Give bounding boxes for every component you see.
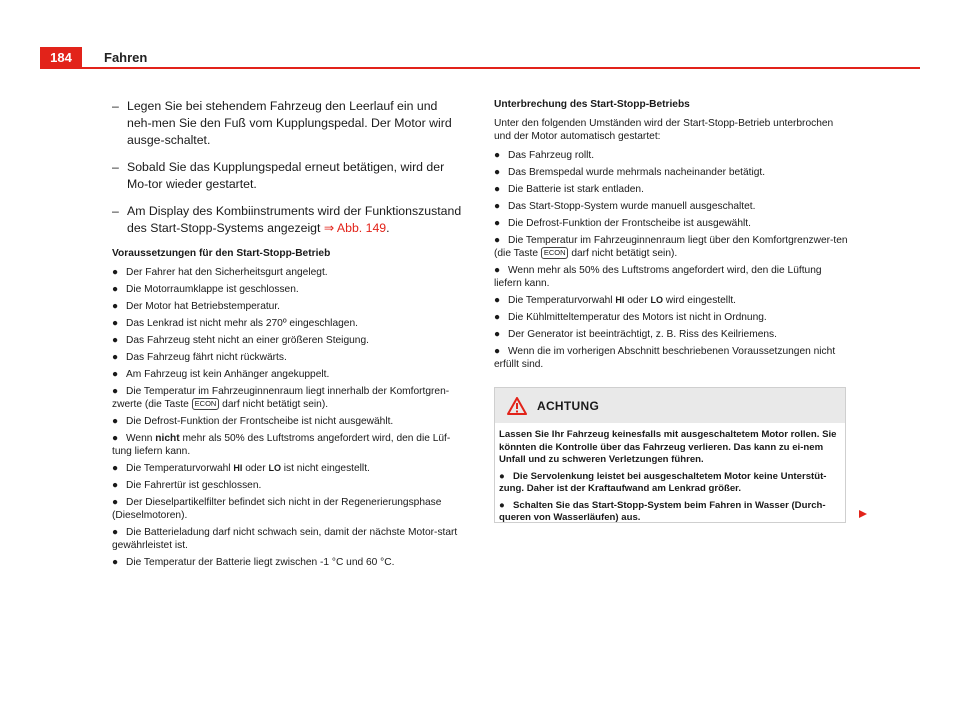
bullet-icon: ●: [112, 480, 119, 491]
dash-marker: –: [112, 160, 119, 174]
bullet-icon: ●: [499, 470, 505, 482]
page-number: 184: [40, 47, 82, 67]
item-text: Die Servolenkung leistet bei ausgeschaltetem Motor keine Unterstüt-zung. Daher ist der Kraftaufwand am Lenkrad größer.: [499, 470, 827, 494]
list-item: [112, 317, 464, 330]
list-item: [112, 334, 464, 347]
bullet-icon: ●: [112, 352, 119, 363]
list-item-hilo: [112, 462, 464, 475]
item-text: Das Lenkrad ist nicht mehr als 270º eingeschlagen.: [126, 318, 358, 329]
list-item-temperature: [112, 385, 464, 411]
item-text: darf nicht betätigt sein).: [219, 399, 329, 410]
step-text: Am Display des Kombiinstruments wird der Funktionszustand des Start-Stopp-Systems angezeigt: [127, 204, 462, 235]
item-text: Die Temperaturvorwahl: [508, 295, 616, 306]
list-item-temperature: [494, 234, 850, 260]
item-text: Am Fahrzeug ist kein Anhänger angekuppelt.: [126, 369, 330, 380]
warning-title: ACHTUNG: [537, 398, 600, 413]
item-text: Die Motorraumklappe ist geschlossen.: [126, 284, 299, 295]
item-text: Die Temperaturvorwahl: [126, 463, 234, 474]
list-item: [112, 300, 464, 313]
bullet-icon: ●: [494, 295, 501, 306]
bullet-icon: ●: [112, 318, 119, 329]
hi-label: HI: [615, 295, 625, 305]
bullet-icon: ●: [112, 284, 119, 295]
item-text: Die Kühlmitteltemperatur des Motors ist nicht in Ordnung.: [508, 312, 767, 323]
dash-marker: –: [112, 99, 119, 113]
bullet-icon: ●: [494, 184, 501, 195]
list-item: [494, 217, 850, 230]
list-item: [494, 345, 850, 371]
prerequisites-list: [112, 266, 464, 569]
bullet-icon: ●: [112, 497, 119, 508]
list-item: [112, 351, 464, 364]
item-text: mehr als 50% des Luftstroms angefordert wird, den die Lüf-tung liefern kann.: [112, 433, 451, 457]
item-text: oder: [242, 463, 269, 474]
item-text: ist nicht eingestellt.: [280, 463, 370, 474]
bullet-icon: ●: [494, 346, 501, 357]
item-text: Der Motor hat Betriebstemperatur.: [126, 301, 281, 312]
warning-item: [499, 500, 837, 525]
bullet-icon: ●: [112, 369, 119, 380]
list-item: [112, 368, 464, 381]
bullet-icon: ●: [499, 499, 505, 511]
item-text: Das Fahrzeug fährt nicht rückwärts.: [126, 352, 287, 363]
list-item-airflow: [112, 432, 464, 458]
warning-header: [495, 388, 845, 423]
item-text: Die Fahrertür ist geschlossen.: [126, 480, 262, 491]
emphasis: nicht: [155, 433, 180, 444]
instruction-step-3: [112, 203, 464, 237]
list-item: [494, 311, 850, 324]
interruption-intro: Unter den folgenden Umständen wird der Start-Stopp-Betrieb unterbrochen und der Motor automatisch gestartet:: [494, 118, 834, 142]
bullet-icon: ●: [112, 301, 119, 312]
bullet-icon: ●: [494, 150, 501, 161]
list-item: [112, 526, 464, 552]
continue-arrow-icon: [858, 509, 868, 519]
item-text: Die Batterieladung darf nicht schwach sein, damit der nächste Motor-start gewährleistet ist.: [112, 527, 458, 551]
bullet-icon: ●: [494, 265, 501, 276]
list-item: [494, 264, 850, 290]
warning-body: [495, 423, 845, 525]
bullet-icon: ●: [112, 527, 119, 538]
item-text: Die Defrost-Funktion der Frontscheibe ist nicht ausgewählt.: [126, 416, 394, 427]
bullet-icon: ●: [494, 167, 501, 178]
interruption-list: [494, 149, 850, 371]
step-text: Sobald Sie das Kupplungspedal erneut betätigen, wird der Mo-tor wieder gestartet.: [127, 160, 445, 191]
item-text: darf nicht betätigt sein).: [568, 248, 678, 259]
right-column: [494, 98, 850, 375]
item-text: Schalten Sie das Start-Stopp-System beim Fahren in Wasser (Durch-queren von Wasserläufen) aus.: [499, 499, 826, 523]
hi-label: HI: [233, 463, 243, 473]
list-item: [112, 556, 464, 569]
list-item: [112, 496, 464, 522]
bullet-icon: ●: [112, 386, 119, 397]
list-item: [494, 149, 850, 162]
figure-link[interactable]: ⇒ Abb. 149: [323, 221, 387, 235]
warning-list: [499, 471, 837, 525]
interruption-title: Unterbrechung des Start-Stopp-Betriebs: [494, 99, 690, 110]
bullet-icon: ●: [112, 335, 119, 346]
lo-label: LO: [650, 295, 663, 305]
item-text: wird eingestellt.: [662, 295, 736, 306]
list-item: [112, 415, 464, 428]
bullet-icon: ●: [494, 235, 501, 246]
bullet-icon: ●: [494, 312, 501, 323]
econ-key: ECON: [541, 247, 569, 259]
list-item: [112, 479, 464, 492]
item-text: Die Defrost-Funktion der Frontscheibe ist ausgewählt.: [508, 218, 751, 229]
chapter-title: Fahren: [104, 49, 148, 65]
warning-box: [494, 387, 846, 523]
list-item-hilo: [494, 294, 850, 307]
item-text: Der Fahrer hat den Sicherheitsgurt angelegt.: [126, 267, 328, 278]
item-text: Wenn mehr als 50% des Luftstroms angefordert wird, den die Lüftung liefern kann.: [494, 265, 822, 289]
dash-marker: –: [112, 204, 119, 218]
warning-item: [499, 471, 837, 496]
list-item: [494, 183, 850, 196]
item-text: Die Temperatur im Fahrzeuginnenraum liegt über den Komfortgrenzwer-ten (die Taste: [494, 235, 848, 259]
bullet-icon: ●: [112, 267, 119, 278]
item-text: Der Dieselpartikelfilter befindet sich nicht in der Regenerierungsphase (Dieselmotoren).: [112, 497, 442, 521]
header-rule: [40, 67, 920, 69]
item-text: Das Fahrzeug rollt.: [508, 150, 595, 161]
instruction-step-2: [112, 159, 464, 193]
item-text: oder: [624, 295, 651, 306]
left-column: [112, 98, 464, 573]
item-text: Wenn: [126, 433, 156, 444]
list-item: [494, 200, 850, 213]
item-text: Das Fahrzeug steht nicht an einer größeren Steigung.: [126, 335, 369, 346]
item-text: Der Generator ist beeinträchtigt, z. B. Riss des Keilriemens.: [508, 329, 777, 340]
item-text: Das Bremspedal wurde mehrmals nacheinander betätigt.: [508, 167, 766, 178]
econ-key: ECON: [192, 398, 220, 410]
list-item: [112, 266, 464, 279]
item-text: Die Temperatur im Fahrzeuginnenraum liegt innerhalb der Komfortgren-zwerte (die Taste: [112, 386, 450, 410]
bullet-icon: ●: [112, 463, 119, 474]
bullet-icon: ●: [112, 416, 119, 427]
warning-lead: Lassen Sie Ihr Fahrzeug keinesfalls mit ausgeschaltetem Motor rollen. Sie könnten die Kontrolle über das Fahrzeug verlieren. Das kann zu ei-nem Unfall und zu schweren Verletzungen führen.: [499, 429, 837, 465]
bullet-icon: ●: [494, 218, 501, 229]
list-item: [494, 166, 850, 179]
step-text: Legen Sie bei stehendem Fahrzeug den Leerlauf ein und neh-men Sie den Fuß vom Kupplungspedal. Der Motor wird ausge-schaltet.: [127, 99, 452, 147]
step-end: .: [386, 221, 390, 235]
instruction-step-1: [112, 98, 464, 149]
warning-triangle-icon: [507, 397, 527, 415]
item-text: Die Temperatur der Batterie liegt zwischen -1 °C und 60 °C.: [126, 557, 395, 568]
bullet-icon: ●: [112, 557, 119, 568]
prerequisites-title: Voraussetzungen für den Start-Stopp-Betrieb: [112, 248, 331, 259]
bullet-icon: ●: [494, 201, 501, 212]
bullet-icon: ●: [494, 329, 501, 340]
item-text: Die Batterie ist stark entladen.: [508, 184, 644, 195]
lo-label: LO: [268, 463, 281, 473]
bullet-icon: ●: [112, 433, 119, 444]
list-item: [112, 283, 464, 296]
item-text: Das Start-Stopp-System wurde manuell ausgeschaltet.: [508, 201, 756, 212]
list-item: [494, 328, 850, 341]
item-text: Wenn die im vorherigen Abschnitt beschriebenen Voraussetzungen nicht erfüllt sind.: [494, 346, 836, 370]
